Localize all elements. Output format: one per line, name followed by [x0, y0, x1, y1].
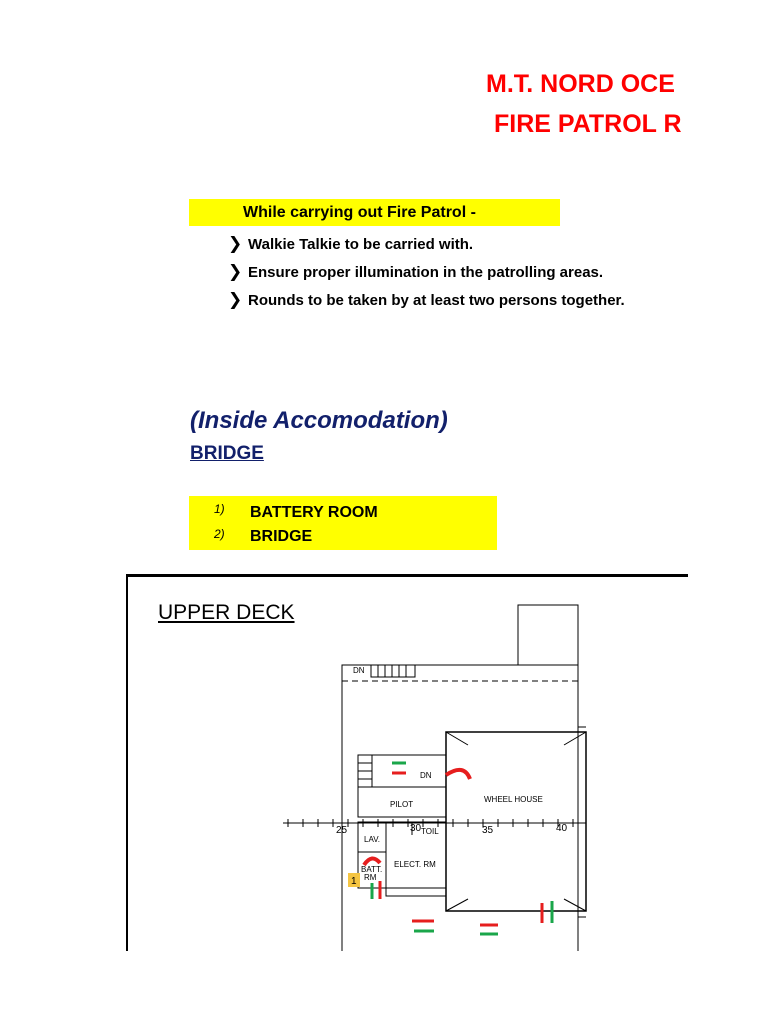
- battery-marker-label: 1: [351, 876, 357, 887]
- plan-title: UPPER DECK: [158, 601, 295, 624]
- chevron-right-icon: ❯: [228, 262, 243, 281]
- chevron-right-icon: ❯: [228, 290, 243, 309]
- label-wheel-house: WHEEL HOUSE: [484, 795, 543, 804]
- patrol-item-2: [228, 262, 603, 282]
- page-title-line2: FIRE PATROL R: [494, 110, 682, 138]
- label-dn-top: DN: [353, 666, 365, 675]
- direction-arrows-lower: [412, 921, 498, 934]
- frame-label-40: 40: [556, 823, 568, 834]
- patrol-item-1: [228, 234, 473, 254]
- page-title-line1: M.T. NORD OCE: [486, 70, 675, 98]
- section-subtitle: BRIDGE: [190, 443, 264, 464]
- label-elect-rm: ELECT. RM: [394, 860, 436, 869]
- frame-label-35: 35: [482, 825, 494, 836]
- floor-plan-drawing: [128, 577, 688, 951]
- room-num-1: 1): [214, 502, 225, 516]
- frame-label-25: 25: [336, 825, 348, 836]
- direction-arrows-battery: [372, 881, 380, 899]
- label-pilot: PILOT: [390, 800, 414, 809]
- room-label-2: BRIDGE: [250, 528, 313, 545]
- chevron-right-icon: ❯: [228, 234, 243, 253]
- patrol-item-3: [228, 290, 625, 310]
- label-lav: LAV.: [364, 835, 381, 844]
- frame-label-30: 30: [410, 823, 422, 834]
- section-title: (Inside Accomodation): [190, 407, 448, 434]
- direction-arrows-stair: [392, 763, 406, 773]
- direction-arrows-right: [542, 901, 552, 923]
- patrol-item-text: Ensure proper illumination in the patrolling areas.: [248, 264, 604, 281]
- deck-plan: [126, 574, 688, 951]
- curved-arrow-icon: [446, 770, 470, 779]
- patrol-item-text: Rounds to be taken by at least two persons together.: [248, 292, 625, 309]
- patrol-item-text: Walkie Talkie to be carried with.: [248, 236, 474, 253]
- label-batt-rm-2: RM: [364, 873, 377, 882]
- label-batt-rm-1: BATT.: [361, 865, 383, 874]
- patrol-heading: While carrying out Fire Patrol -: [243, 204, 476, 221]
- label-toil: TOIL: [421, 827, 439, 836]
- room-num-2: 2): [214, 527, 225, 541]
- room-label-1: BATTERY ROOM: [250, 504, 378, 521]
- label-dn-stair: DN: [420, 771, 432, 780]
